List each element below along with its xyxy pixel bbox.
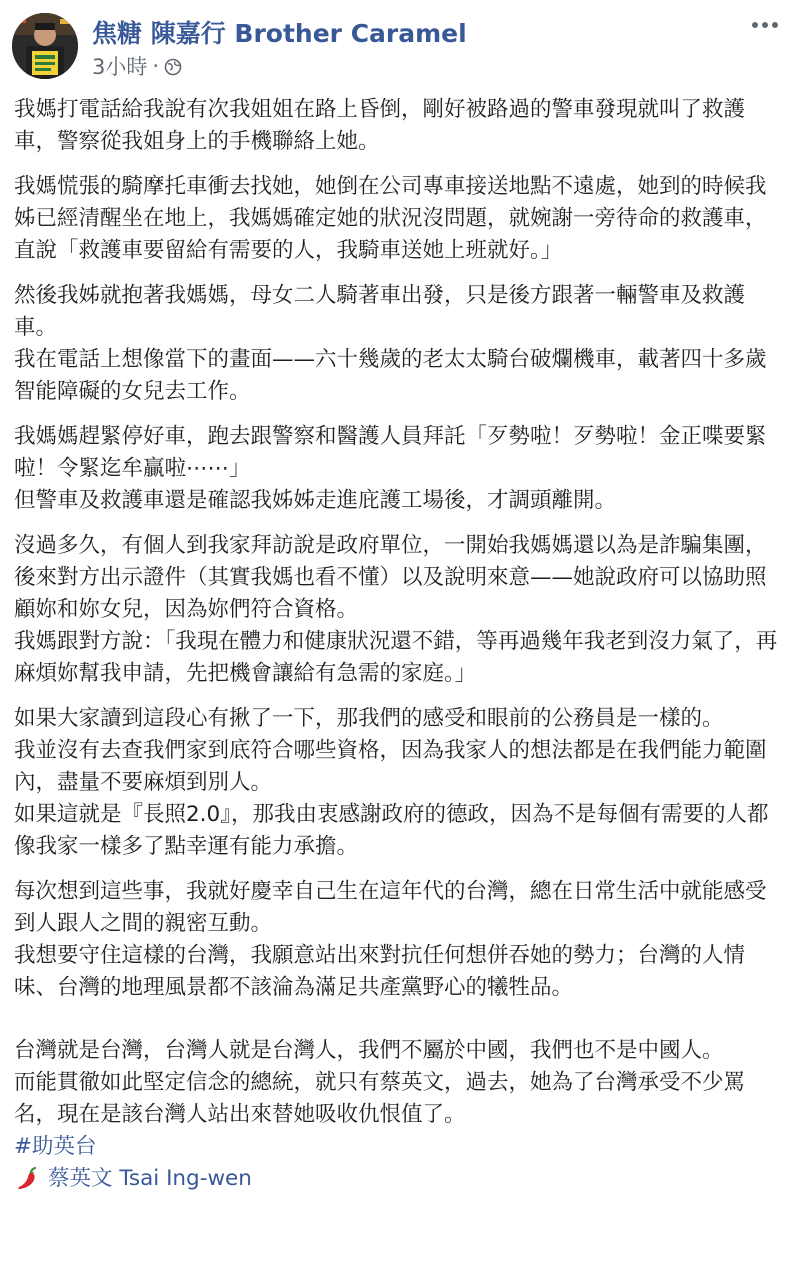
paragraph — [14, 421, 784, 517]
more-options-icon[interactable] — [748, 10, 782, 40]
spacer — [14, 1017, 784, 1035]
post-text-line: 我媽媽趕緊停好車，跑去跟警察和醫護人員拜託「歹勢啦！歹勢啦！金正喋要緊啦！令緊迄牟贏啦⋯⋯」 — [14, 424, 767, 481]
meta-separator: · — [152, 54, 160, 78]
post-text-line: 每次想到這些事，我就好慶幸自己生在這年代的台灣，總在日常生活中就能感受到人跟人之間的親密互動。 — [14, 879, 767, 936]
chili-pepper-icon — [14, 1166, 40, 1192]
mention-row — [14, 1163, 784, 1195]
post-text-line: 台灣就是台灣，台灣人就是台灣人，我們不屬於中國，我們也不是中國人。 — [14, 1038, 724, 1063]
paragraph — [14, 876, 784, 1004]
avatar-image — [12, 13, 78, 79]
post-text-line: 而能貫徹如此堅定信念的總統，就只有蔡英文，過去，她為了台灣承受不少罵名，現在是該台灣人站出來替她吸收仇恨值了。 — [14, 1070, 746, 1127]
paragraph — [14, 280, 784, 408]
post-text-line: 我在電話上想像當下的畫面——六十幾歲的老太太騎台破爛機車，載著四十多歲智能障礙的女兒去工作。 — [14, 347, 767, 404]
post-timestamp[interactable]: 3小時 — [92, 55, 148, 79]
post-text-line: 但警車及救護車還是確認我姊姊走進庇護工場後，才調頭離開。 — [14, 488, 617, 513]
closing-paragraph — [14, 1035, 784, 1195]
post-body — [14, 94, 784, 1195]
paragraph — [14, 94, 784, 158]
globe-icon[interactable] — [164, 57, 182, 75]
post-text-line: 如果這就是『長照2.0』，那我由衷感謝政府的德政，因為不是每個有需要的人都像我家一樣多了點幸運有能力承擔。 — [14, 802, 769, 859]
paragraph — [14, 703, 784, 863]
hashtag-link[interactable]: #助英台 — [14, 1134, 97, 1159]
post-text-line: 我媽跟對方說：「我現在體力和健康狀況還不錯，等再過幾年我老到沒力氣了，再麻煩妳幫我申請，先把機會讓給有急需的家庭。」 — [14, 629, 778, 686]
post-meta — [92, 51, 182, 81]
avatar[interactable] — [12, 13, 78, 79]
post-text-line: 我想要守住這樣的台灣，我願意站出來對抗任何想併吞她的勢力；台灣的人情味、台灣的地理風景都不該淪為滿足共產黨野心的犧牲品。 — [14, 943, 746, 1000]
post-text-line: 然後我姊就抱著我媽媽，母女二人騎著車出發，只是後方跟著一輛警車及救護車。 — [14, 283, 746, 340]
post-text-line: 我並沒有去查我們家到底符合哪些資格，因為我家人的想法都是在我們能力範圍內，盡量不要麻煩到別人。 — [14, 738, 767, 795]
post-text-line: 沒過多久，有個人到我家拜訪說是政府單位，一開始我媽媽還以為是詐騙集團，後來對方出示證件（其實我媽也看不懂）以及說明來意——她說政府可以協助照顧妳和妳女兒，因為妳們符合資格。 — [14, 533, 767, 622]
mention-link[interactable]: 蔡英文 Tsai Ing-wen — [48, 1166, 252, 1191]
post-text-line: 如果大家讀到這段心有揪了一下，那我們的感受和眼前的公務員是一樣的。 — [14, 706, 724, 731]
paragraph — [14, 171, 784, 267]
post-header — [0, 0, 796, 90]
author-name[interactable]: 焦糖 陳嘉行 Brother Caramel — [92, 19, 467, 48]
post-text-line: 我媽打電話給我說有次我姐姐在路上昏倒，剛好被路過的警車發現就叫了救護車，警察從我姐身上的手機聯絡上她。 — [14, 97, 746, 154]
paragraph — [14, 530, 784, 690]
post-text-line: 我媽慌張的騎摩托車衝去找她，她倒在公司專車接送地點不遠處，她到的時候我姊已經清醒坐在地上，我媽媽確定她的狀況沒問題，就婉謝一旁待命的救護車，直說「救護車要留給有需要的人，我騎車送她上班就好。」 — [14, 174, 767, 263]
